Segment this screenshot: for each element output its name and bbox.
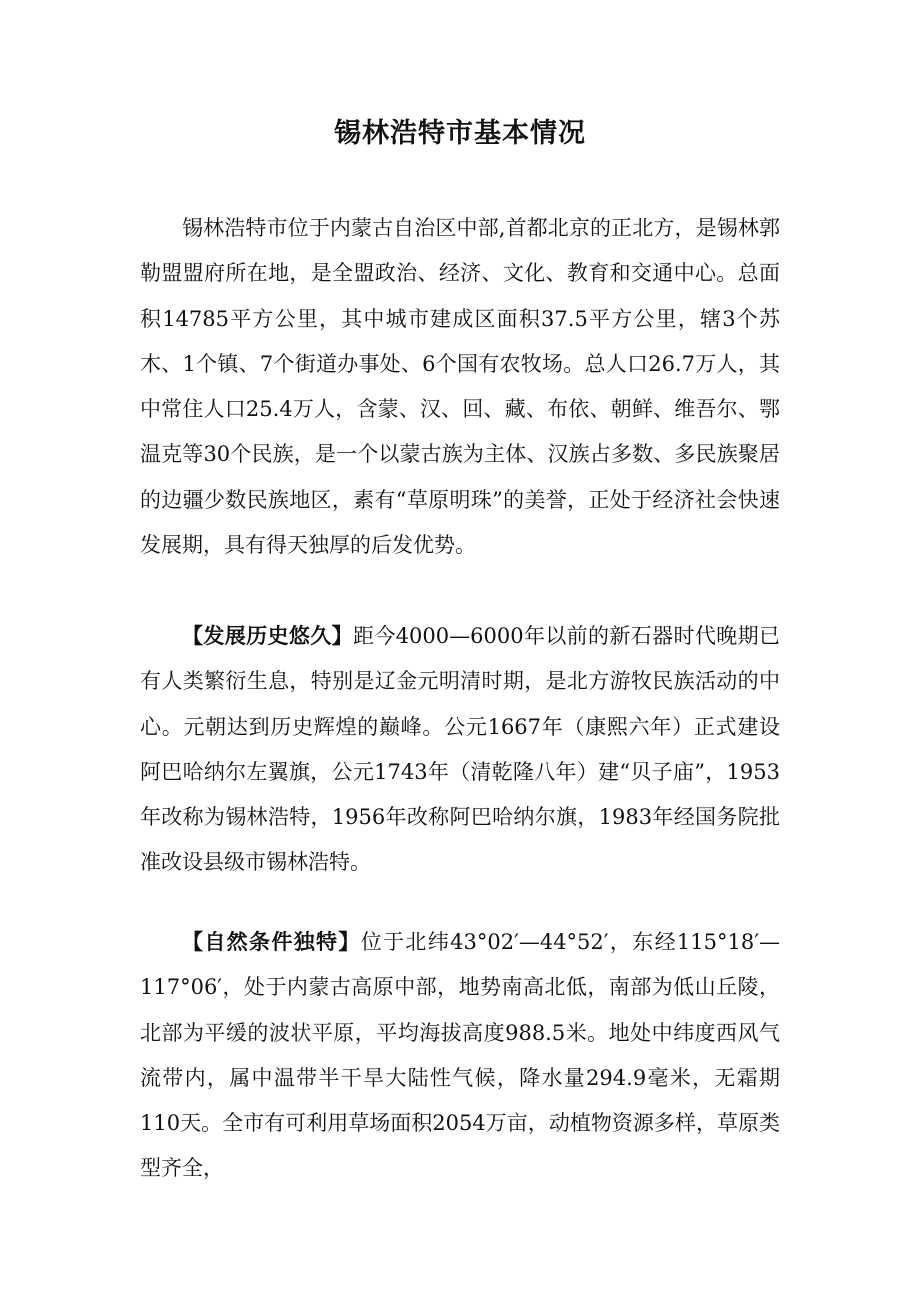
paragraph-nature: [140, 920, 780, 1192]
paragraph-history: [140, 614, 780, 886]
section-heading-history: 【发展历史悠久】: [182, 624, 353, 648]
paragraph-text: 锡林浩特市位于内蒙古自治区中部,首都北京的正北方，是锡林郭勒盟盟府所在地，是全盟政治、经济、文化、教育和交通中心。总面积14785平方公里，其中城市建成区面积37.5平方公里，辖3个苏木、1个镇、7个街道办事处、6个国有农牧场。总人口26.7万人，其中常住人口25.4万人，含蒙、汉、回、藏、布依、朝鲜、维吾尔、鄂温克等30个民族，是一个以蒙古族为主体、汉族占多数、多民族聚居的边疆少数民族地区，素有“草原明珠”的美誉，正处于经济社会快速发展期，具有得天独厚的后发优势。: [140, 216, 780, 558]
paragraph-text: 距今4000—6000年以前的新石器时代晚期已有人类繁衍生息，特别是辽金元明清时期，是北方游牧民族活动的中心。元朝达到历史辉煌的巅峰。公元1667年（康熙六年）正式建设阿巴哈纳尔左翼旗，公元1743年（清乾隆八年）建“贝子庙”，1953年改称为锡林浩特，1956年改称阿巴哈纳尔旗，1983年经国务院批准改设县级市锡林浩特。: [140, 624, 780, 875]
section-heading-nature: 【自然条件独特】: [182, 930, 361, 954]
paragraph-text: 位于北纬43°02′—44°52′，东经115°18′—117°06′，处于内蒙古高原中部，地势南高北低，南部为低山丘陵，北部为平缓的波状平原，平均海拔高度988.5米。地处中纬度西风气流带内，属中温带半干旱大陆性气候，降水量294.9毫米，无霜期110天。全市有可利用草场面积2054万亩，动植物资源多样，草原类型齐全，: [140, 930, 780, 1181]
paragraph-overview: [140, 206, 780, 568]
page-title: 锡林浩特市基本情况: [334, 118, 586, 149]
